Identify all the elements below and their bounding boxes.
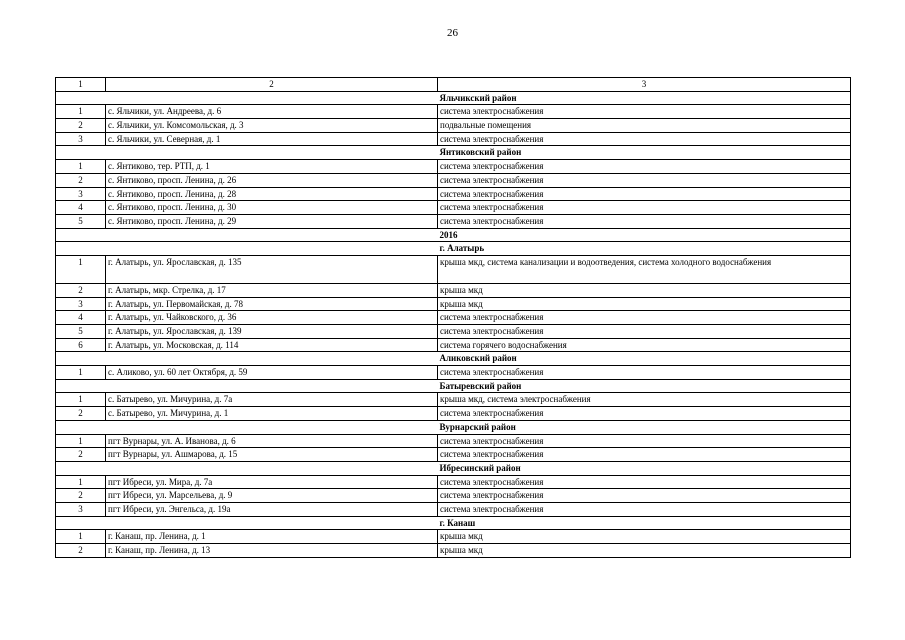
section-title: г. Канаш <box>438 516 851 530</box>
section-spacer <box>56 228 438 242</box>
system-cell: система электроснабжения <box>438 434 851 448</box>
row-number-cell: 3 <box>56 297 106 311</box>
table-row <box>56 434 851 448</box>
system-cell: крыша мкд <box>438 544 851 558</box>
table-row <box>56 201 851 215</box>
address-cell: с. Яльчики, ул. Андреева, д. 6 <box>106 105 438 119</box>
table-body <box>56 78 851 558</box>
row-number-cell: 2 <box>56 544 106 558</box>
section-title: г. Алатырь <box>438 242 851 256</box>
address-cell: с. Яльчики, ул. Северная, д. 1 <box>106 132 438 146</box>
system-cell: крыша мкд <box>438 530 851 544</box>
row-number-cell: 1 <box>56 366 106 380</box>
section-spacer <box>56 516 438 530</box>
address-cell: г. Алатырь, ул. Первомайская, д. 78 <box>106 297 438 311</box>
address-cell: с. Батырево, ул. Мичурина, д. 1 <box>106 407 438 421</box>
table-row <box>56 214 851 228</box>
address-cell: г. Канаш, пр. Ленина, д. 13 <box>106 544 438 558</box>
table-row <box>56 544 851 558</box>
row-number-cell: 2 <box>56 489 106 503</box>
row-number-cell: 5 <box>56 325 106 339</box>
address-cell: с. Яльчики, ул. Комсомольская, д. 3 <box>106 119 438 133</box>
section-row <box>56 146 851 160</box>
table-row <box>56 475 851 489</box>
row-number-cell: 2 <box>56 119 106 133</box>
table-row <box>56 448 851 462</box>
table-row <box>56 105 851 119</box>
section-row <box>56 461 851 475</box>
address-cell: пгт Ибреси, ул. Энгельса, д. 19а <box>106 502 438 516</box>
system-cell: система электроснабжения <box>438 325 851 339</box>
table-row <box>56 283 851 297</box>
header-cell-system: 3 <box>438 78 851 92</box>
table-row <box>56 187 851 201</box>
section-spacer <box>56 420 438 434</box>
section-row <box>56 352 851 366</box>
address-cell: с. Янтиково, просп. Ленина, д. 29 <box>106 214 438 228</box>
address-cell: с. Янтиково, просп. Ленина, д. 28 <box>106 187 438 201</box>
section-row <box>56 242 851 256</box>
system-cell: система электроснабжения <box>438 132 851 146</box>
address-cell: г. Канаш, пр. Ленина, д. 1 <box>106 530 438 544</box>
system-cell: крыша мкд <box>438 283 851 297</box>
system-cell: система электроснабжения <box>438 489 851 503</box>
system-cell: система электроснабжения <box>438 214 851 228</box>
address-cell: с. Янтиково, тер. РТП, д. 1 <box>106 160 438 174</box>
row-number-cell: 3 <box>56 132 106 146</box>
address-cell: с. Батырево, ул. Мичурина, д. 7а <box>106 393 438 407</box>
system-cell: система горячего водоснабжения <box>438 338 851 352</box>
section-spacer <box>56 91 438 105</box>
section-title: 2016 <box>438 228 851 242</box>
row-number-cell: 1 <box>56 160 106 174</box>
table-row <box>56 338 851 352</box>
address-cell: с. Янтиково, просп. Ленина, д. 30 <box>106 201 438 215</box>
section-spacer <box>56 461 438 475</box>
system-cell: крыша мкд <box>438 297 851 311</box>
system-cell: система электроснабжения <box>438 187 851 201</box>
system-cell: система электроснабжения <box>438 173 851 187</box>
address-cell: г. Алатырь, ул. Ярославская, д. 135 <box>106 255 438 283</box>
section-row <box>56 379 851 393</box>
row-number-cell: 2 <box>56 448 106 462</box>
section-row <box>56 228 851 242</box>
address-cell: с. Янтиково, просп. Ленина, д. 26 <box>106 173 438 187</box>
table-row <box>56 132 851 146</box>
system-cell: крыша мкд, система канализации и водоотведения, система холодного водоснабжения <box>438 255 851 283</box>
address-cell: пгт Вурнары, ул. Ашмарова, д. 15 <box>106 448 438 462</box>
system-cell: система электроснабжения <box>438 366 851 380</box>
table-row <box>56 530 851 544</box>
row-number-cell: 4 <box>56 311 106 325</box>
section-spacer <box>56 352 438 366</box>
system-cell: крыша мкд, система электроснабжения <box>438 393 851 407</box>
row-number-cell: 6 <box>56 338 106 352</box>
address-cell: пгт Ибреси, ул. Мира, д. 7а <box>106 475 438 489</box>
section-spacer <box>56 379 438 393</box>
section-spacer <box>56 242 438 256</box>
table-header-row <box>56 78 851 92</box>
section-title: Аликовский район <box>438 352 851 366</box>
system-cell: система электроснабжения <box>438 502 851 516</box>
system-cell: система электроснабжения <box>438 105 851 119</box>
row-number-cell: 4 <box>56 201 106 215</box>
table-row <box>56 366 851 380</box>
section-title: Янтиковский район <box>438 146 851 160</box>
table-row <box>56 119 851 133</box>
section-row <box>56 420 851 434</box>
row-number-cell: 1 <box>56 530 106 544</box>
section-title: Батыревский район <box>438 379 851 393</box>
table-row <box>56 255 851 283</box>
row-number-cell: 1 <box>56 105 106 119</box>
row-number-cell: 3 <box>56 187 106 201</box>
row-number-cell: 2 <box>56 283 106 297</box>
row-number-cell: 3 <box>56 502 106 516</box>
address-cell: г. Алатырь, ул. Ярославская, д. 139 <box>106 325 438 339</box>
section-title: Вурнарский район <box>438 420 851 434</box>
row-number-cell: 1 <box>56 255 106 283</box>
table-row <box>56 297 851 311</box>
system-cell: система электроснабжения <box>438 160 851 174</box>
page-number: 26 <box>447 27 458 39</box>
system-cell: система электроснабжения <box>438 311 851 325</box>
row-number-cell: 1 <box>56 393 106 407</box>
row-number-cell: 1 <box>56 434 106 448</box>
address-cell: г. Алатырь, мкр. Стрелка, д. 17 <box>106 283 438 297</box>
table-row <box>56 311 851 325</box>
document-table <box>55 77 851 558</box>
header-cell-number: 1 <box>56 78 106 92</box>
system-cell: система электроснабжения <box>438 201 851 215</box>
section-row <box>56 91 851 105</box>
row-number-cell: 2 <box>56 173 106 187</box>
table-row <box>56 325 851 339</box>
address-cell: пгт Вурнары, ул. А. Иванова, д. 6 <box>106 434 438 448</box>
table-row <box>56 407 851 421</box>
address-cell: пгт Ибреси, ул. Марсельева, д. 9 <box>106 489 438 503</box>
table-row <box>56 489 851 503</box>
system-cell: система электроснабжения <box>438 448 851 462</box>
section-spacer <box>56 146 438 160</box>
system-cell: подвальные помещения <box>438 119 851 133</box>
header-cell-address: 2 <box>106 78 438 92</box>
section-title: Ибресинский район <box>438 461 851 475</box>
section-title: Яльчикский район <box>438 91 851 105</box>
table-row <box>56 173 851 187</box>
address-cell: г. Алатырь, ул. Чайковского, д. 36 <box>106 311 438 325</box>
address-cell: с. Аликово, ул. 60 лет Октября, д. 59 <box>106 366 438 380</box>
system-cell: система электроснабжения <box>438 407 851 421</box>
address-cell: г. Алатырь, ул. Московская, д. 114 <box>106 338 438 352</box>
system-cell: система электроснабжения <box>438 475 851 489</box>
table-row <box>56 502 851 516</box>
table-row <box>56 160 851 174</box>
row-number-cell: 5 <box>56 214 106 228</box>
section-row <box>56 516 851 530</box>
row-number-cell: 2 <box>56 407 106 421</box>
row-number-cell: 1 <box>56 475 106 489</box>
table-row <box>56 393 851 407</box>
